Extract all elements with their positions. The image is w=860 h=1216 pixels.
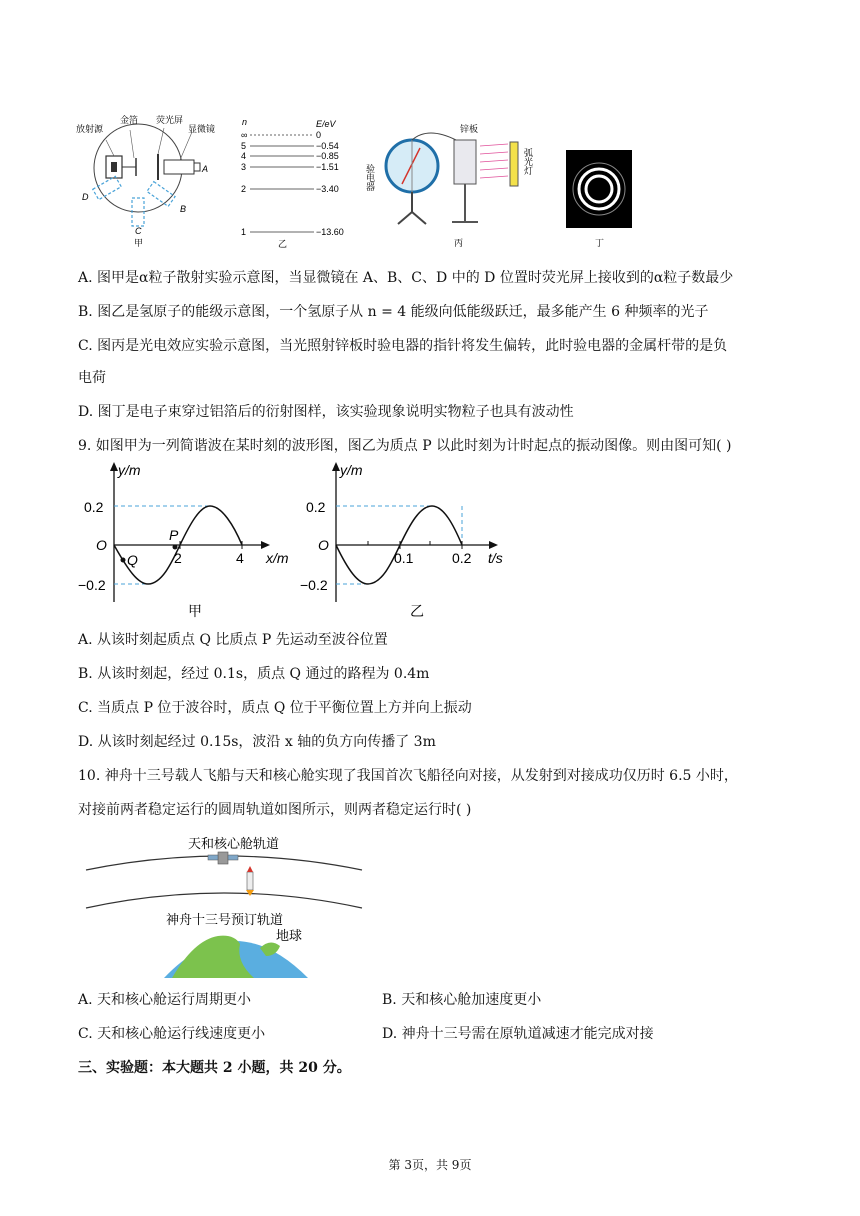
level-e: −1.51 [316,162,339,172]
caption-yi: 乙 [410,603,424,619]
q9-option-a: A. 从该时刻起质点 Q 比质点 P 先运动至波谷位置 [78,632,388,648]
label-p: P [169,527,179,543]
q8-option-c-cont: 电荷 [78,370,106,386]
level-e: 0 [316,130,322,140]
q9-option-c: C. 当质点 P 位于波谷时，质点 Q 位于平衡位置上方并向上振动 [78,700,472,716]
level-e: −3.40 [316,184,339,194]
page-footer: 第 3页，共 9页 [388,1158,472,1172]
figure-jia-alpha-scattering [76,110,226,250]
shenzhou-orbit [86,893,362,908]
origin-label: O [96,537,107,553]
q10-option-c: C. 天和核心舱运行线速度更小 [78,1026,266,1042]
caption-jia: 甲 [134,238,144,248]
x-tick: 0.2 [452,550,472,566]
q9-stem: 9. 如图甲为一列简谐波在某时刻的波形图，图乙为质点 P 以此时刻为计时起点的振动图像。则由图可知( ) [78,438,732,454]
q10-option-a: A. 天和核心舱运行周期更小 [78,992,252,1008]
label-foil: 金箔 [120,115,139,125]
label-b: B [180,204,187,214]
header-n: n [242,117,248,127]
q8-option-b: B. 图乙是氢原子的能级示意图，一个氢原子从 n = 4 能级向低能级跃迁，最多能产生 6 种频率的光子 [78,304,709,320]
label-electroscope: 验电器 [365,164,375,191]
label-screen: 荧光屏 [156,115,184,125]
shenzhou-rocket [246,866,254,896]
microscope-a [164,160,194,174]
caption-ding: 丁 [595,238,605,248]
level-n: ∞ [241,130,248,140]
y-tick-pos: 0.2 [306,499,326,515]
header-e: E/eV [316,119,336,129]
q8-option-d: D. 图丁是电子束穿过铝箔后的衍射图样，该实验现象说明实物粒子也具有波动性 [78,404,574,420]
x-axis-label: x/m [266,550,289,566]
q9-option-b: B. 从该时刻起，经过 0.1s，质点 Q 通过的路程为 0.4m [78,666,430,682]
section-heading: 三、实验题：本大题共 2 小题，共 20 分。 [78,1060,351,1076]
q10-orbit-figure [84,830,364,978]
level-e: −13.60 [316,227,344,237]
x-tick: 2 [174,550,182,566]
y-axis-label: y/m [340,462,363,478]
q10-option-d: D. 神舟十三号需在原轨道减速才能完成对接 [382,1026,654,1042]
label-earth: 地球 [276,928,303,943]
point-p [173,545,178,550]
arc-lamp [510,142,518,186]
level-n: 2 [241,184,247,194]
caption-bing: 丙 [454,238,464,248]
q9-graph-yi [298,462,528,622]
label-tianhe-orbit: 天和核心舱轨道 [188,836,280,851]
q9-option-d: D. 从该时刻起经过 0.15s，波沿 x 轴的负方向传播了 3m [78,734,436,750]
figure-yi-energy-levels [236,116,356,250]
q9-graph-jia [76,462,306,622]
label-shenzhou-orbit: 神舟十三号预订轨道 [166,912,284,927]
x-tick: 0.1 [394,550,414,566]
level-e: −0.85 [316,151,339,161]
x-tick: 4 [236,550,244,566]
label-d: D [82,192,89,202]
caption-jia: 甲 [188,603,202,619]
label-c: C [135,226,142,236]
q10-stem-line2: 对接前两者稳定运行的圆周轨道如图所示，则两者稳定运行时( ) [78,802,472,818]
q8-option-a: A. 图甲是α粒子散射实验示意图，当显微镜在 A、B、C、D 中的 D 位置时荧光屏上接收到的α粒子数最少 [78,270,734,286]
y-tick-pos: 0.2 [84,499,104,515]
level-n: 3 [241,162,247,172]
zinc-plate [454,140,476,184]
y-tick-neg: −0.2 [300,577,328,593]
level-n: 5 [241,141,247,151]
label-q: Q [127,552,138,568]
level-e: −0.54 [316,141,339,151]
label-a: A [202,164,209,174]
y-axis-label: y/m [118,462,141,478]
x-axis-label: t/s [488,550,503,566]
y-tick-neg: −0.2 [78,577,106,593]
label-zinc: 锌板 [460,124,479,134]
label-source: 放射源 [76,124,104,134]
origin-label: O [318,537,329,553]
q8-option-c: C. 图丙是光电效应实验示意图，当光照射锌板时验电器的指针将发生偏转，此时验电器的金属杆带的是负 [78,338,728,354]
point-q [121,558,126,563]
figure-bing-photoelectric [365,120,538,250]
q10-option-b: B. 天和核心舱加速度更小 [382,992,542,1008]
diffraction-pattern [566,150,632,228]
tianhe-station [208,852,238,864]
level-n: 1 [241,227,247,237]
label-microscope: 显微镜 [188,124,216,134]
caption-yi: 乙 [278,239,288,249]
level-n: 4 [241,151,247,161]
figure-ding-diffraction [566,150,636,250]
label-lamp: 弧光灯 [523,148,533,175]
q10-stem-line1: 10. 神舟十三号载人飞船与天和核心舱实现了我国首次飞船径向对接，从发射到对接成功仅历时 6.5 小时， [78,768,738,784]
